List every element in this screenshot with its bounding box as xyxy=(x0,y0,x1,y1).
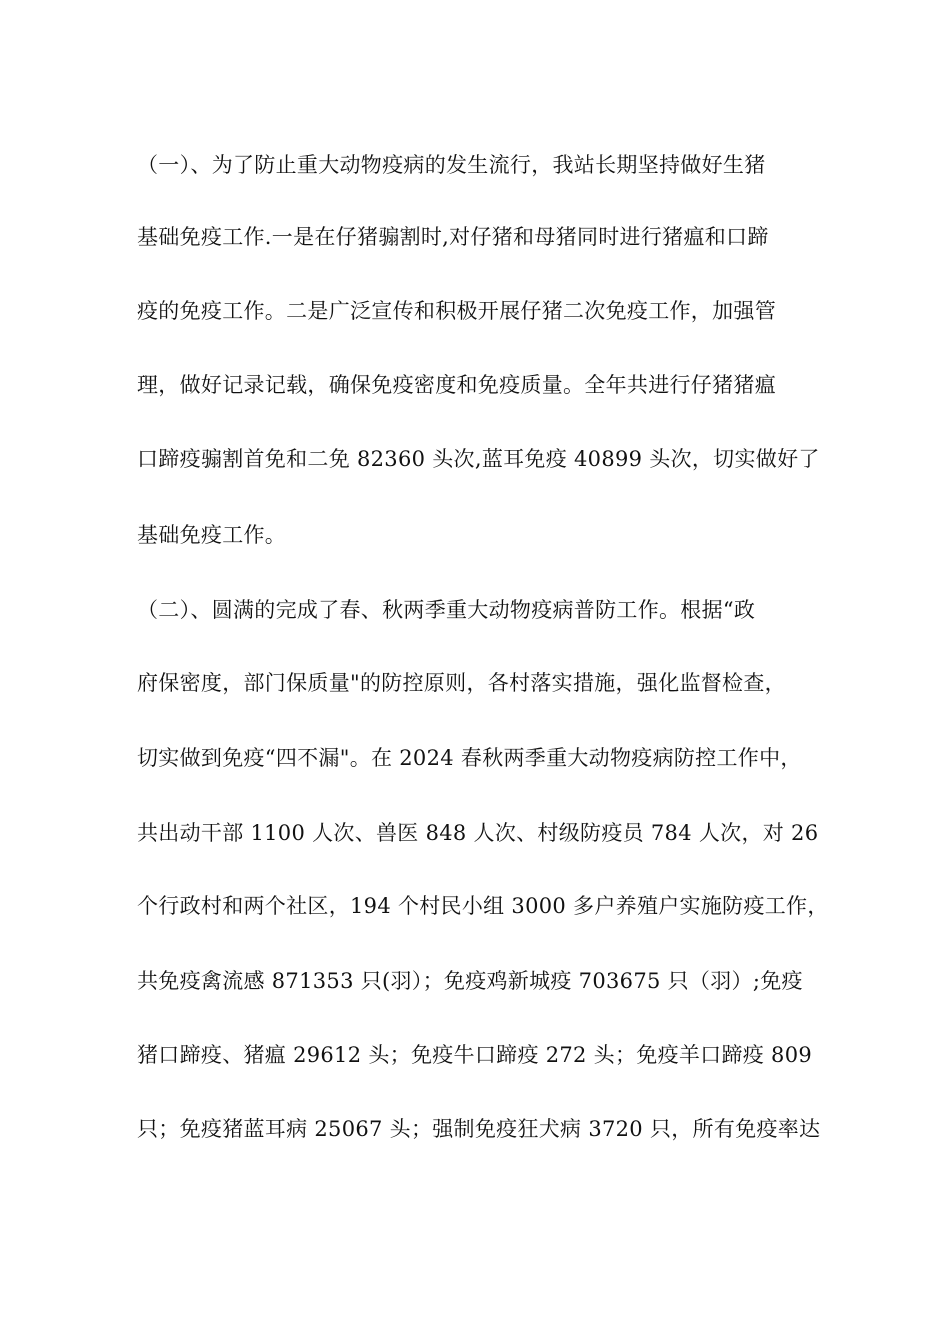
text-line: 府保密度，部门保质量"的防控原则，各村落实措施，强化监督检查， xyxy=(137,671,786,695)
text-line: 基础免疫工作.一是在仔猪骟割时,对仔猪和母猪同时进行猪瘟和口蹄 xyxy=(137,225,769,249)
text-line: 只；免疫猪蓝耳病 25067 头；强制免疫狂犬病 3720 只，所有免疫率达 xyxy=(137,1117,821,1141)
text-line: 共出动干部 1100 人次、兽医 848 人次、村级防疫员 784 人次，对 26 xyxy=(137,821,819,845)
text-line: 基础免疫工作。 xyxy=(137,523,287,547)
text-line: 个行政村和两个社区，194 个村民小组 3000 多户养殖户实施防疫工作， xyxy=(137,894,829,918)
text-line: 理，做好记录记载，确保免疫密度和免疫质量。全年共进行仔猪猪瘟 xyxy=(137,373,776,397)
text-line: 猪口蹄疫、猪瘟 29612 头；免疫牛口蹄疫 272 头；免疫羊口蹄疫 809 xyxy=(137,1043,813,1067)
text-line: 切实做到免疫“四不漏"。在 2024 春秋两季重大动物疫病防控工作中， xyxy=(137,746,802,770)
text-line: （二）、圆满的完成了春、秋两季重大动物疫病普防工作。根据“政 xyxy=(137,598,756,622)
text-line: 共免疫禽流感 871353 只(羽）；免疫鸡新城疫 703675 只（羽）;免疫 xyxy=(137,969,803,993)
text-line: （一）、为了防止重大动物疫病的发生流行，我站长期坚持做好生猪 xyxy=(137,153,766,177)
text-line: 口蹄疫骟割首免和二免 82360 头次,蓝耳免疫 40899 头次，切实做好了 xyxy=(137,447,820,471)
text-line: 疫的免疫工作。二是广泛宣传和积极开展仔猪二次免疫工作，加强管 xyxy=(137,299,776,323)
